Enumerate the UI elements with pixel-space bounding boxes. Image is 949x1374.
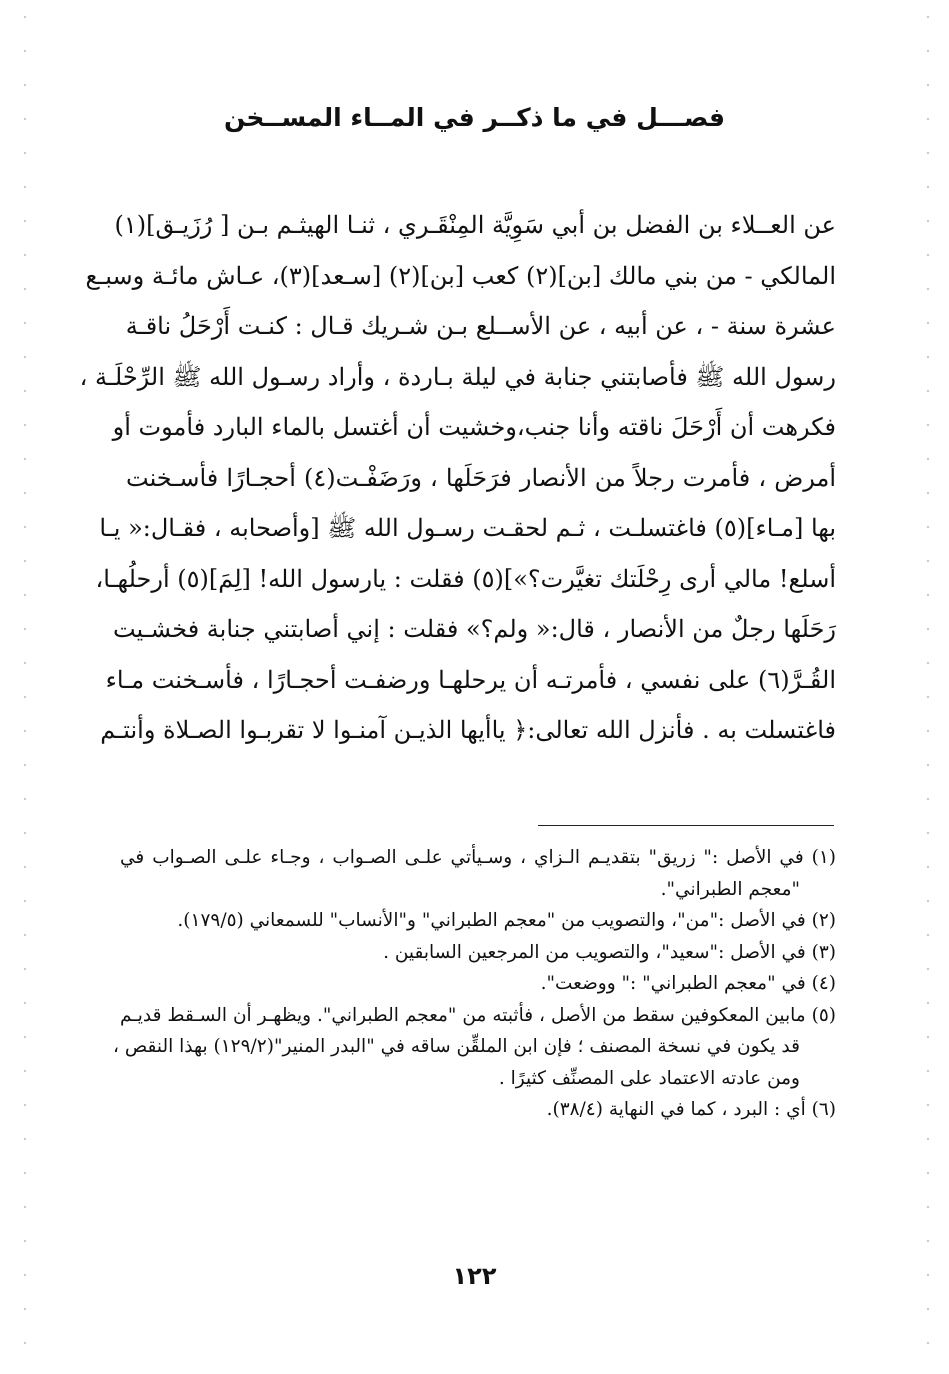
footnote-4: (٤) في "معجم الطبراني" :" ووضعت". bbox=[540, 973, 836, 994]
text-line: أسلع! مالي أرى رِحْلَتك تغيَّرت؟»](٥) فقلت : يارسول الله! [لِمَ](٥) أرحلُهـا، bbox=[95, 564, 836, 593]
text-line: عشرة سنة - ، عن أبيه ، عن الأســلع بـن شـريك قـال : كنـت أَرْحَلُ ناقـة bbox=[125, 312, 836, 340]
text-line: أمرض ، فأمرت رجلاً من الأنصار فرَحَلَها ، ورَضَفْـت(٤) أحجـارًا فأسـخنت bbox=[126, 463, 836, 492]
scan-margin-dots-right bbox=[925, 0, 931, 1374]
text-line: القُـرَّ(٦) على نفسي ، فأمرتـه أن يرحلهـا ورضفـت أحجـارًا ، فأسـخنت مـاء bbox=[105, 665, 836, 694]
text-line: فكرهت أن أَرْحَلَ ناقته وأنا جنب،وخشيت أن أغتسل بالماء البارد فأموت أو bbox=[112, 413, 836, 441]
footnote-5: (٥) مابين المعكوفين سقط من الأصل ، فأثبته من "معجم الطبراني". ويظهـر أن السـقط قديـم bbox=[120, 1004, 836, 1026]
text-line: بها [مـاء](٥) فاغتسلـت ، ثـم لحقـت رسـول الله ﷺ [وأصحابه ، فقـال:« يـا bbox=[99, 514, 836, 542]
footnote-5-continuation: ومن عادته الاعتماد على المصنِّف كثيرًا . bbox=[498, 1067, 800, 1089]
footnote-1-continuation: "معجم الطبراني". bbox=[660, 878, 800, 900]
text-line: رسول الله ﷺ فأصابتني جنابة في ليلة بـاردة ، وأراد رسـول الله ﷺ الرِّحْلَـة ، bbox=[79, 362, 836, 391]
chapter-title: فصـــل في ما ذكــر في المــاء المســخن bbox=[223, 103, 726, 132]
text-line: فاغتسلت به . فأنزل الله تعالى:﴿ ياأيها الذيـن آمنـوا لا تقربـوا الصـلاة وأنتـم bbox=[100, 716, 836, 744]
text-line: رَحَلَها رجلٌ من الأنصار ، قال:« ولم؟» فقلت : إني أصابتني جنابة فخشـيت bbox=[112, 615, 836, 643]
footnote-6: (٦) أي : البرد ، كما في النهاية (٣٨/٤). bbox=[546, 1099, 836, 1120]
footnote-5-continuation: قد يكون في نسخة المصنف ؛ فإن ابن الملقِّن ساقه في "البدر المنير"(١٢٩/٢) بهذا النقص ، bbox=[113, 1036, 800, 1057]
scan-margin-dots-left bbox=[22, 0, 28, 1374]
footnotes bbox=[113, 842, 836, 1126]
text-line: المالكي - من بني مالك [بن](٢) كعب [بن](٢) [سـعد](٣)، عـاش مائـة وسبـع bbox=[85, 261, 836, 290]
text-line: عن العــلاء بن الفضل بن أبي سَوِيَّة المِنْقَـري ، ثنـا الهيثـم بـن [ رُزَيـق](١) bbox=[114, 211, 836, 239]
footnote-1: (١) في الأصل :" زريق" بتقديـم الـزاي ، وسـيأتي علـى الصـواب ، وجـاء علـى الصـواب في bbox=[120, 847, 836, 868]
footnote-3: (٣) في الأصل :"سعيد"، والتصويب من المرجعين السابقين . bbox=[383, 941, 836, 963]
page-number: ١٢٢ bbox=[452, 1262, 497, 1290]
footnote-2: (٢) في الأصل :"من"، والتصويب من "معجم الطبراني" و"الأنساب" للسمعاني (١٧٩/٥). bbox=[177, 910, 836, 931]
main-text bbox=[79, 200, 836, 756]
footnote-separator bbox=[538, 825, 834, 826]
